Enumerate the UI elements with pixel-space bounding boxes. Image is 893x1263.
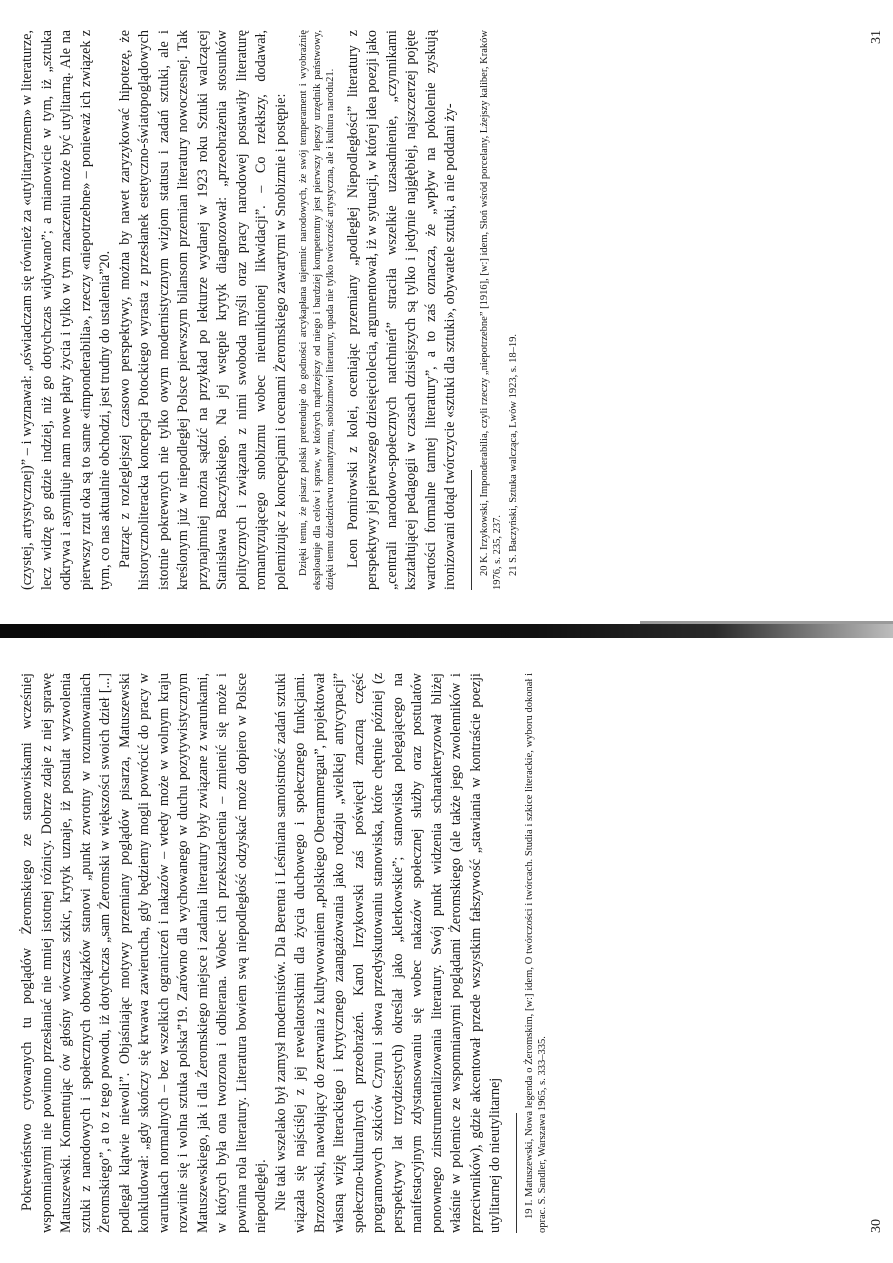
footnote: 20 K. Irzykowski, Imponderabilia, czyli rzeczy „niepotrzebne” [1916], [w:] idem, Słoń wśród porcelany, Lżejszy kaliber, Kraków 1976, s. 235, 237. xyxy=(478,30,503,590)
footnote-rule xyxy=(471,470,472,590)
footnote: 19 I. Matuszewski, Nowa legenda o Żeromskim, [w:] idem, O twórczości i twórcach. Studia i szkice literackie, wyboru dokonał i oprac. S. Sandler, Warszawa 1965, s. 333–335. xyxy=(523,673,548,1233)
page-30 xyxy=(0,643,893,1263)
book-gutter-shadow xyxy=(0,624,893,638)
page-31-text xyxy=(0,0,893,620)
footnote: 21 S. Baczyński, Sztuka walcząca, Lwów 1923, s. 18–19. xyxy=(507,333,519,576)
footnote-rule xyxy=(516,1113,517,1233)
paragraph: Patrząc z rozleglejszej czasowo perspektywy, można by nawet zaryzykować hipotezę, że historycznoliteracka koncepcja Potockiego wyrasta z przesłanek estetyczno-światopoglądowych istotnie pokrewnych nie tylko owym modernistycznym wizjom statusu i zadań sztuki, ale i kreślonym już w niepodległej Polsce pierwszym bilansom przemian literatury nowoczesnej. Tak przynajmniej można sądzić na przykład po lekturze wydanej w 1923 roku Sztuki walczącej Stanisława Baczyńskiego. Na jej wstępie krytyk diagnozował: „przeobrażenia stosunków politycznych i związana z nimi swoboda myśli oraz pracy narodowej postawiły literaturę romantyzującego snobizmu wobec nieuniknionej likwidacji”. – Co rzekłszy, dodawał, polemizując z koncepcjami i ocenami Żeromskiego zawartymi w Snobizmie i postępie: xyxy=(116,30,289,590)
page-number: 30 xyxy=(869,1219,884,1233)
page-number: 31 xyxy=(869,30,884,44)
paragraph: (czystej, artystycznej)” – i wyznawał: „oświadczam się również za «utylitaryzmem» w literaturze, lecz widzę go gdzie indziej, niż go dotychczas widywano”; a mianowicie w tym, iż „sztuka odkrywa i asymiluje nam nowe płaty życia i tylko w tym znaczeniu może być utylitarną. Ale na pierwszy rzut oka są to same «imponderabilia», rzeczy «niepotrzebne» – ponieważ ich związek z tym, co nas aktualnie obchodzi, jest trudny do ustalenia”20. xyxy=(19,30,113,590)
paragraph: Nie taki wszelako był zamysł modernistów. Dla Berenta i Leśmiana samoistność zadań sztuki wiązała się najściślej z jej rewelatorskimi dla życia duchowego i społecznego funkcjami. Brzozowski, nawołujący do zerwania z kultywowaniem „polskiego Oberammergau”, projektował własną wizję literackiego i krytycznego zaangażowania jako rodzaju „wielkiej antycypacji” społeczno-kulturalnych przeobrażeń. Karol Irzykowski zaś poświęcił znaczną część programowych szkiców Czynu i słowa przedyskutowaniu stanowiska, które chętnie później (z perspektywy lat trzydziestych) określał jako „klerkowskie”; stanowiska polegającego na manifestacyjnym zdystansowaniu się wobec nakazów społecznej służby oraz postulatów ponownego zinstrumentalizowania literatury. Swój punkt widzenia scharakteryzował bliżej właśnie w polemice ze wspomnianymi poglądami Żeromskiego (ale także jego zwolenników i przeciwników), gdzie akcentował przede wszystkim fałszywość „stawiania w kontraście poezji utylitarnej do nieutylitarnej xyxy=(272,673,503,1233)
paragraph: Leon Pomirowski z kolei, oceniając przemiany „podległej Niepodległości” literatury z perspektywy jej pierwszego dziesięciolecia, argumentował, iż w sytuacji, w której idea poezji jako „centrali narodowo-społecznych natchnień” straciła wszelkie uzasadnienie, „czynnikami kształtującej pedagogii w czasach dzisiejszych są tylko i jedynie najgłębiej, najszczerzej pojęte wartości formalne tamtej literatury”, a to zaś oznacza, że „wpływ na pokolenie zyskują ironizowani dotąd twórczycie «sztuki dla sztuki», obywatele sztuki, a nie poddani ży- xyxy=(344,30,458,590)
block-quote: Dzięki temu, że pisarz polski pretenduje do godności arcykapłana tajemnic narodowych, że swój temperament i wyobraźnię eksploatuje dla celów i spraw, w których mądrzejszy od niego i bardziej kompetentny jest pierwszy lepszy urzędnik państwowy, dzięki temu dziedzictwu romantyzmu, snobizmowi literatury, upada nie tylko twórczość artystyczna, ale i kultura narodu21. xyxy=(298,30,336,590)
page-30-text xyxy=(0,643,893,1263)
page-31 xyxy=(0,0,893,620)
paragraph: Pokrewieństwo cytowanych tu poglądów Żeromskiego ze stanowiskami wcześniej wspomnianymi nie powinno przesłaniać nie mniej istotnej różnicy. Dobrze zdaje z niej sprawę Matuszewski. Komentując ów głośny wówczas szkic, krytyk uznaje, iż postulat wyzwolenia sztuki z narodowych i społecznych obowiązków stanowi „punkt zwrotny w rozumowaniach Żeromskiego”, a to z tego powodu, iż dotychczas „sam Żeromski w większości swoich dzieł [...] podlegał klątwie niewoli”. Objaśniając motywy przemiany poglądów pisarza, Matuszewski konkludował: „gdy skończy się krwawa zawierucha, gdy będziemy mogli powrócić do pracy w warunkach normalnych – bez wszelkich ograniczeń i nakazów – wtedy może w wolnym kraju rozwinie się i wolna sztuka polska”19. Zarówno dla wychowanego w duchu pozytywistycznym Matuszewskiego, jak i dla Żeromskiego miejsce i zadania literatury były związane z warunkami, w których była ona tworzona i odbierana. Wobec ich przekształcenia – zmienić się może i powinna rola literatury. Literatura bowiem swą niepodległość odzyskać może dopiero w Polsce niepodległej. xyxy=(19,673,269,1233)
